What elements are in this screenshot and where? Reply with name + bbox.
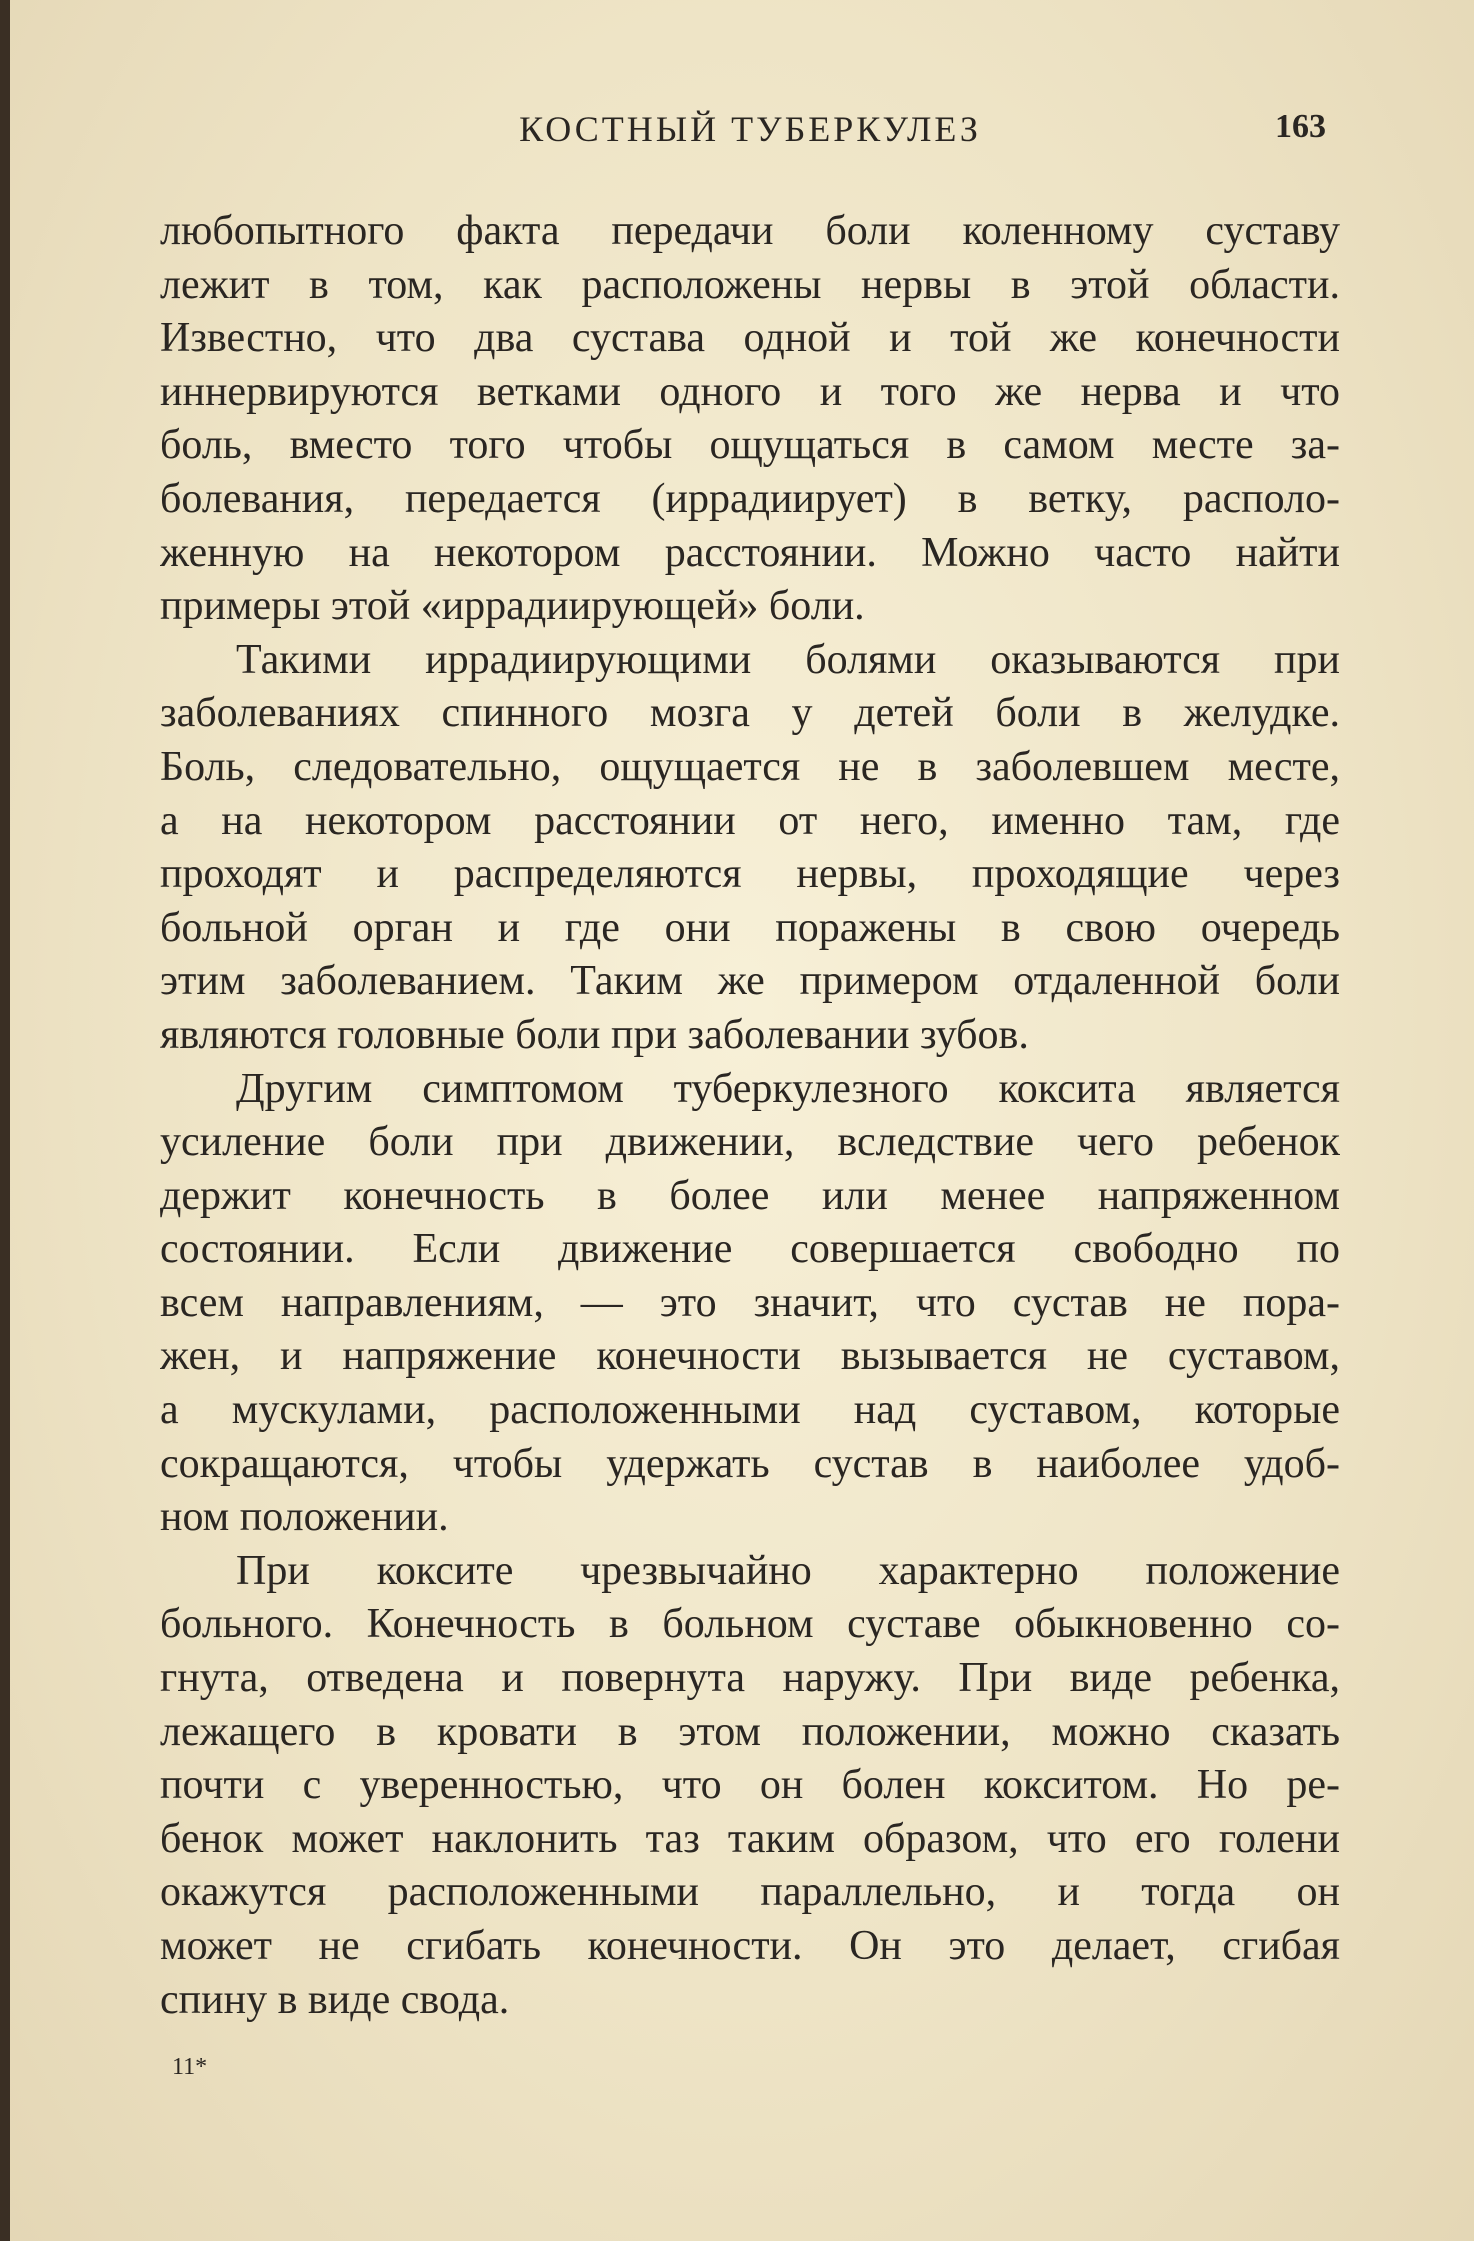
page-header [160, 108, 1340, 158]
paragraph-4 [160, 1545, 1340, 2027]
text-line: заболеваниях спинного мозга у детей боли в желудке. [160, 690, 1340, 737]
text-line: усиление боли при движении, вследствие чего ребенок [160, 1119, 1340, 1166]
text-line: примеры этой «иррадиирующей» боли. [160, 583, 865, 630]
text-line: Известно, что два сустава одной и той же конечности [160, 315, 1340, 362]
text-line: лежит в том, как расположены нервы в этой области. [160, 261, 1340, 308]
text-line: ном положении. [160, 1494, 449, 1541]
text-line: почти с уверенностью, что он болен кокситом. Но ре- [160, 1762, 1340, 1809]
text-line: больной орган и где они поражены в свою очередь [160, 904, 1340, 951]
text-line: а на некотором расстоянии от него, именно там, где [160, 797, 1340, 844]
signature-mark: 11* [172, 2054, 208, 2080]
text-line: жен, и напряжение конечности вызывается не суставом, [160, 1333, 1340, 1380]
text-line: бенок может наклонить таз таким образом, что его голени [160, 1815, 1340, 1862]
running-title: КОСТНЫЙ ТУБЕРКУЛЕЗ [519, 109, 981, 149]
text-line: проходят и распределяются нервы, проходящие через [160, 851, 1340, 898]
text-line: может не сгибать конечности. Он это делает, сгибая [160, 1923, 1340, 1969]
text-line: больного. Конечность в больном суставе обыкновенно со- [160, 1601, 1340, 1648]
text-line: окажутся расположенными параллельно, и тогда он [160, 1869, 1340, 1916]
paragraph-1 [160, 205, 1340, 634]
text-line: гнута, отведена и повернута наружу. При виде ребенка, [160, 1655, 1340, 1702]
text-line: состоянии. Если движение совершается свободно по [160, 1226, 1340, 1273]
text-line: боль, вместо того чтобы ощущаться в самом месте за- [160, 422, 1340, 469]
paragraph-3 [160, 1063, 1340, 1545]
text-line: иннервируются ветками одного и того же нерва и что [160, 368, 1340, 415]
text-line: лежащего в кровати в этом положении, можно сказать [160, 1708, 1340, 1755]
text-line: сокращаются, чтобы удержать сустав в наиболее удоб- [160, 1440, 1340, 1487]
text-line: являются головные боли при заболевании зубов. [160, 1011, 1029, 1058]
text-line: спину в виде свода. [160, 1976, 510, 2023]
text-line: При коксите чрезвычайно характерно положение [236, 1547, 1340, 1594]
text-line: Боль, следовательно, ощущается не в заболевшем месте, [160, 743, 1340, 790]
paragraph-2 [160, 634, 1340, 1063]
text-line: держит конечность в более или менее напряженном [160, 1172, 1340, 1219]
text-line: этим заболеванием. Таким же примером отдаленной боли [160, 958, 1340, 1005]
text-line: Другим симптомом туберкулезного коксита является [236, 1065, 1340, 1112]
body-text [160, 205, 1340, 2027]
text-line: болевания, передается (иррадиирует) в ветку, располо- [160, 475, 1340, 522]
text-line: всем направлениям, — это значит, что сустав не пора- [160, 1279, 1340, 1326]
text-line: женную на некотором расстоянии. Можно часто найти [160, 529, 1340, 576]
text-line: любопытного факта передачи боли коленному суставу [160, 208, 1340, 254]
text-line: а мускулами, расположенными над суставом, которые [160, 1387, 1340, 1434]
page-number: 163 [1275, 108, 1326, 145]
text-line: Такими иррадиирующими болями оказываются при [236, 636, 1340, 683]
